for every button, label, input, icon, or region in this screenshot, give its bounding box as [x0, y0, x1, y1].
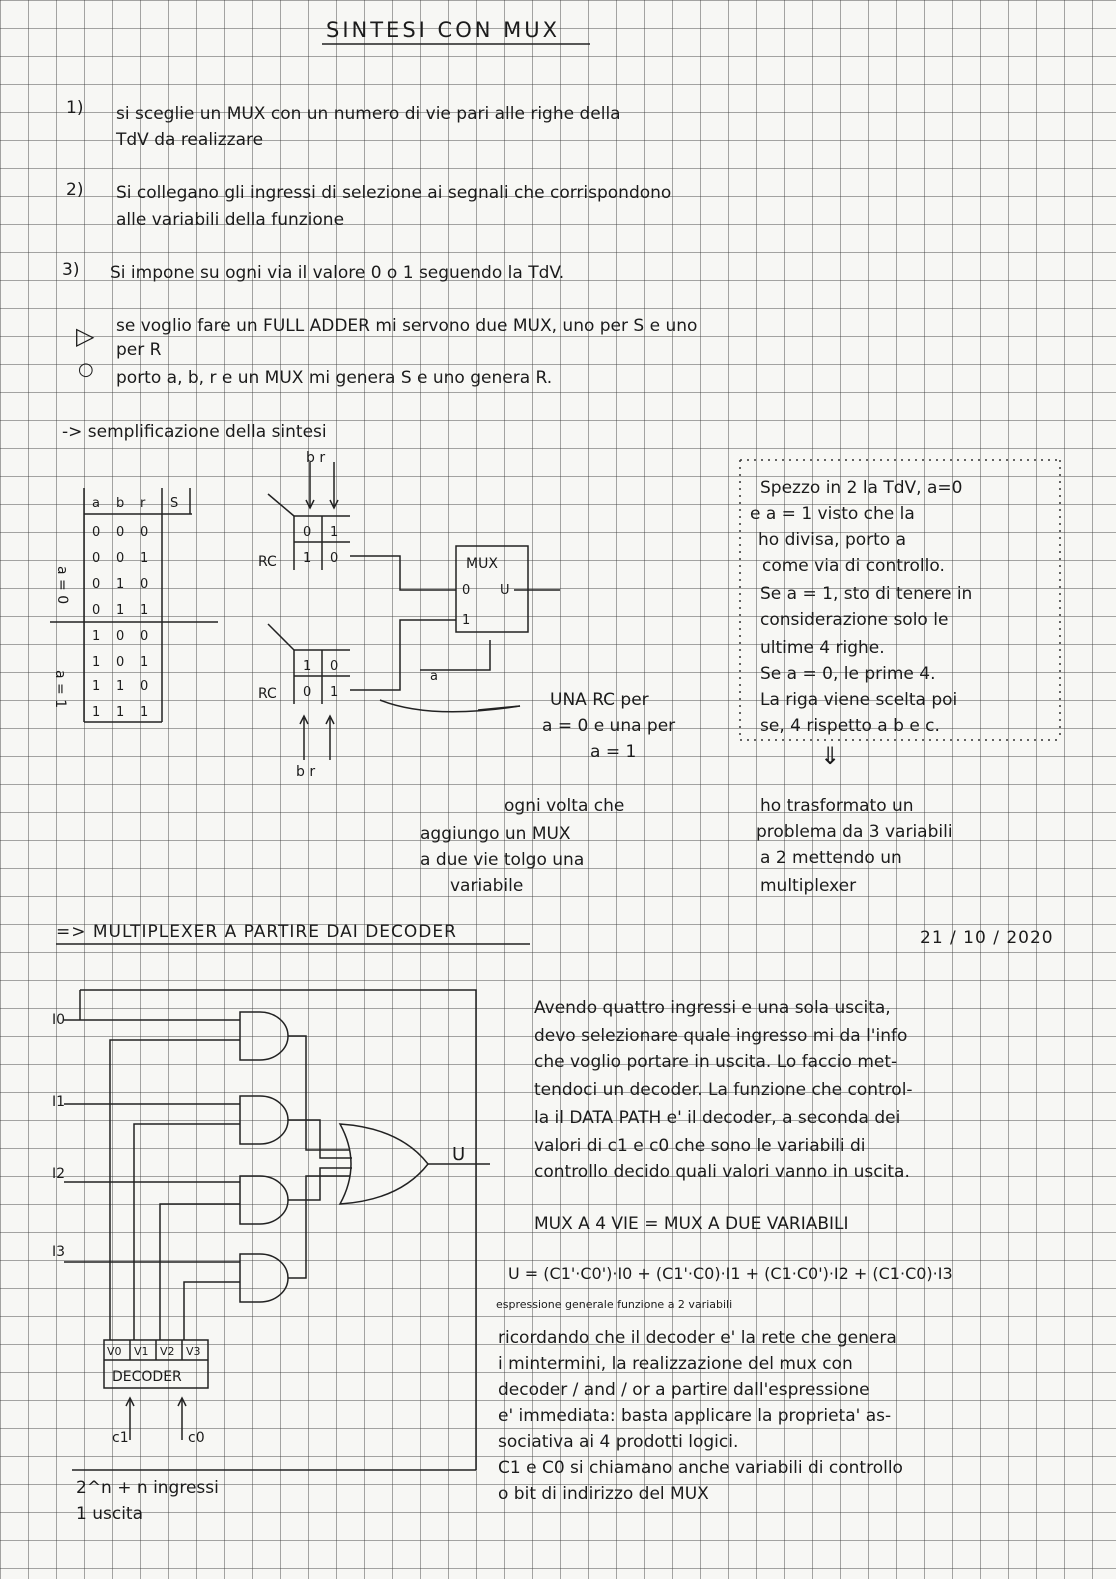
tt-row	[92, 603, 148, 618]
rc-note-line-1: UNA RC per	[550, 690, 649, 710]
step-2-line-1: Si collegano gli ingressi di selezione ai segnali che corrispondono	[116, 183, 672, 203]
rc-lower-cell: 1	[303, 659, 312, 674]
rc-note-line-3: a = 1	[590, 742, 637, 762]
warning-triangle-icon: ▷	[76, 322, 95, 350]
step-1-line-1: si sceglie un MUX con un numero di vie pari alle righe della	[116, 104, 621, 124]
para2-line: decoder / and / or a partire dall'espressione	[498, 1380, 870, 1400]
decoder-out-v2: V2	[160, 1345, 175, 1358]
tt-side-top: a = 0	[54, 566, 70, 605]
tt-header-r: r	[140, 496, 146, 511]
mux-note-line: a due vie tolgo una	[420, 850, 585, 870]
decoder-out-v1: V1	[134, 1345, 149, 1358]
section-2-date: 21 / 10 / 2020	[920, 928, 1054, 948]
para1-line: controllo decido quali valori vanno in uscita.	[534, 1162, 910, 1182]
para1-line: la il DATA PATH e' il decoder, a seconda dei	[534, 1108, 901, 1128]
para1-line: Avendo quattro ingressi e una sola uscita,	[534, 998, 891, 1018]
tt-row	[92, 525, 148, 540]
circle-icon: ○	[78, 359, 94, 380]
tt-cell: 1	[140, 705, 149, 720]
rc-label-lower: RC	[258, 686, 277, 702]
control-c0: c0	[188, 1430, 205, 1446]
tt-cell: 1	[92, 705, 101, 720]
right-note-line: La riga viene scelta poi	[760, 690, 958, 710]
tt-row	[92, 705, 148, 720]
step-2-number: 2)	[66, 180, 84, 200]
tt-cell: 1	[140, 603, 149, 618]
mux-equivalence-title: MUX A 4 VIE = MUX A DUE VARIABILI	[534, 1214, 849, 1234]
transform-note-line: ho trasformato un	[760, 796, 914, 816]
implies-arrow-icon: ⇓	[820, 742, 841, 770]
bottom-note-inputs: 2^n + n ingressi	[76, 1478, 219, 1498]
tt-cell: 1	[116, 603, 125, 618]
tt-cell: 1	[116, 705, 125, 720]
tt-cell: 0	[116, 655, 125, 670]
control-c1: c1	[112, 1430, 129, 1446]
step-1-line-2: TdV da realizzare	[116, 130, 264, 150]
right-note-line: ho divisa, porto a	[758, 530, 907, 550]
tt-cell: 1	[92, 655, 101, 670]
rc-upper-cell: 0	[303, 525, 312, 540]
tt-cell: 1	[116, 577, 125, 592]
tt-row	[92, 551, 148, 566]
tt-row	[92, 577, 148, 592]
step-1-number: 1)	[66, 98, 84, 118]
right-note-line: e a = 1 visto che la	[750, 504, 915, 524]
transform-note-line: a 2 mettendo un	[760, 848, 902, 868]
mux-note-line: variabile	[450, 876, 524, 896]
mux-title: MUX	[466, 556, 498, 572]
transform-note-line: multiplexer	[760, 876, 857, 896]
tt-cell: 0	[140, 577, 149, 592]
simplification-heading: -> semplificazione della sintesi	[62, 422, 327, 442]
right-note-line: Se a = 0, le prime 4.	[760, 664, 936, 684]
rc-upper-cell: 0	[330, 551, 339, 566]
equation-note: espressione generale funzione a 2 variabili	[496, 1298, 733, 1311]
right-note-line: ultime 4 righe.	[760, 638, 885, 658]
tt-header-a: a	[92, 496, 100, 511]
step-3-number: 3)	[62, 260, 80, 280]
tt-cell: 0	[140, 679, 149, 694]
tt-cell: 0	[140, 629, 149, 644]
mux-in0: 0	[462, 583, 471, 598]
tt-cell: 1	[92, 629, 101, 644]
tt-cell: 1	[92, 679, 101, 694]
mux-out: U	[500, 583, 510, 598]
rc-lower-cell: 0	[330, 659, 339, 674]
decoder-label: DECODER	[112, 1369, 182, 1385]
rc-lower-cell: 1	[330, 685, 339, 700]
right-note-line: se, 4 rispetto a b e c.	[760, 716, 940, 736]
tt-row	[92, 679, 148, 694]
decoder-out-v3: V3	[186, 1345, 201, 1358]
tt-cell: 0	[92, 577, 101, 592]
mux-equation: U = (C1'·C0')·I0 + (C1'·C0)·I1 + (C1·C0')·I2 + (C1·C0)·I3	[508, 1264, 953, 1283]
rc-lower-cell: 0	[303, 685, 312, 700]
para1-line: tendoci un decoder. La funzione che control-	[534, 1080, 913, 1100]
tt-cell: 1	[116, 679, 125, 694]
tt-cell: 1	[140, 551, 149, 566]
mux-in1: 1	[462, 613, 471, 628]
rc-bottom-inputs: b r	[296, 764, 316, 780]
output-u: U	[452, 1144, 466, 1165]
rc-upper-cell: 1	[303, 551, 312, 566]
input-i0: I0	[52, 1012, 66, 1028]
mux-note-line: aggiungo un MUX	[420, 824, 571, 844]
tt-cell: 0	[116, 629, 125, 644]
tt-cell: 1	[140, 655, 149, 670]
para2-line: sociativa ai 4 prodotti logici.	[498, 1432, 739, 1452]
para1-line: devo selezionare quale ingresso mi da l'info	[534, 1026, 908, 1046]
decoder-out-v0: V0	[107, 1345, 122, 1358]
para2-line: C1 e C0 si chiamano anche variabili di controllo	[498, 1458, 903, 1478]
tt-cell: 0	[140, 525, 149, 540]
tt-cell: 0	[116, 551, 125, 566]
right-note-line: Spezzo in 2 la TdV, a=0	[760, 478, 963, 498]
right-note-line: Se a = 1, sto di tenere in	[760, 584, 973, 604]
rc-note-line-2: a = 0 e una per	[542, 716, 676, 736]
step-3-line-1: Si impone su ogni via il valore 0 o 1 seguendo la TdV.	[110, 263, 565, 283]
bottom-note-output: 1 uscita	[76, 1504, 144, 1524]
full-adder-line-2: per R	[116, 340, 162, 360]
para1-line: valori di c1 e c0 che sono le variabili di	[534, 1136, 866, 1156]
rc-upper-cell: 1	[330, 525, 339, 540]
tt-row	[92, 655, 148, 670]
step-2-line-2: alle variabili della funzione	[116, 210, 345, 230]
right-note-line: considerazione solo le	[760, 610, 949, 630]
input-i2: I2	[52, 1166, 66, 1182]
tt-cell: 0	[116, 525, 125, 540]
tt-row	[92, 629, 148, 644]
page-title: SINTESI CON MUX	[326, 18, 560, 42]
tt-cell: 0	[92, 603, 101, 618]
para1-line: che voglio portare in uscita. Lo faccio met-	[534, 1052, 898, 1072]
input-i1: I1	[52, 1094, 66, 1110]
tt-side-bottom: a = 1	[52, 670, 68, 709]
transform-note-line: problema da 3 variabili	[756, 822, 953, 842]
right-note-line: come via di controllo.	[762, 556, 945, 576]
full-adder-line-3: porto a, b, r e un MUX mi genera S e uno genera R.	[116, 368, 553, 388]
rc-top-inputs: b r	[306, 450, 326, 466]
para2-line: e' immediata: basta applicare la proprieta' as-	[498, 1406, 892, 1426]
mux-note-line: ogni volta che	[504, 796, 625, 816]
rc-label-upper: RC	[258, 554, 277, 570]
tt-cell: 0	[92, 525, 101, 540]
para2-line: o bit di indirizzo del MUX	[498, 1484, 709, 1504]
tt-cell: 0	[92, 551, 101, 566]
para2-line: i mintermini, la realizzazione del mux con	[498, 1354, 853, 1374]
tt-header-s: S	[170, 496, 179, 511]
tt-header-b: b	[116, 496, 125, 511]
mux-sel: a	[430, 669, 438, 684]
section-2-title: => MULTIPLEXER A PARTIRE DAI DECODER	[56, 922, 457, 942]
full-adder-line-1: se voglio fare un FULL ADDER mi servono due MUX, uno per S e uno	[116, 316, 698, 336]
input-i3: I3	[52, 1244, 66, 1260]
para2-line: ricordando che il decoder e' la rete che genera	[498, 1328, 897, 1348]
